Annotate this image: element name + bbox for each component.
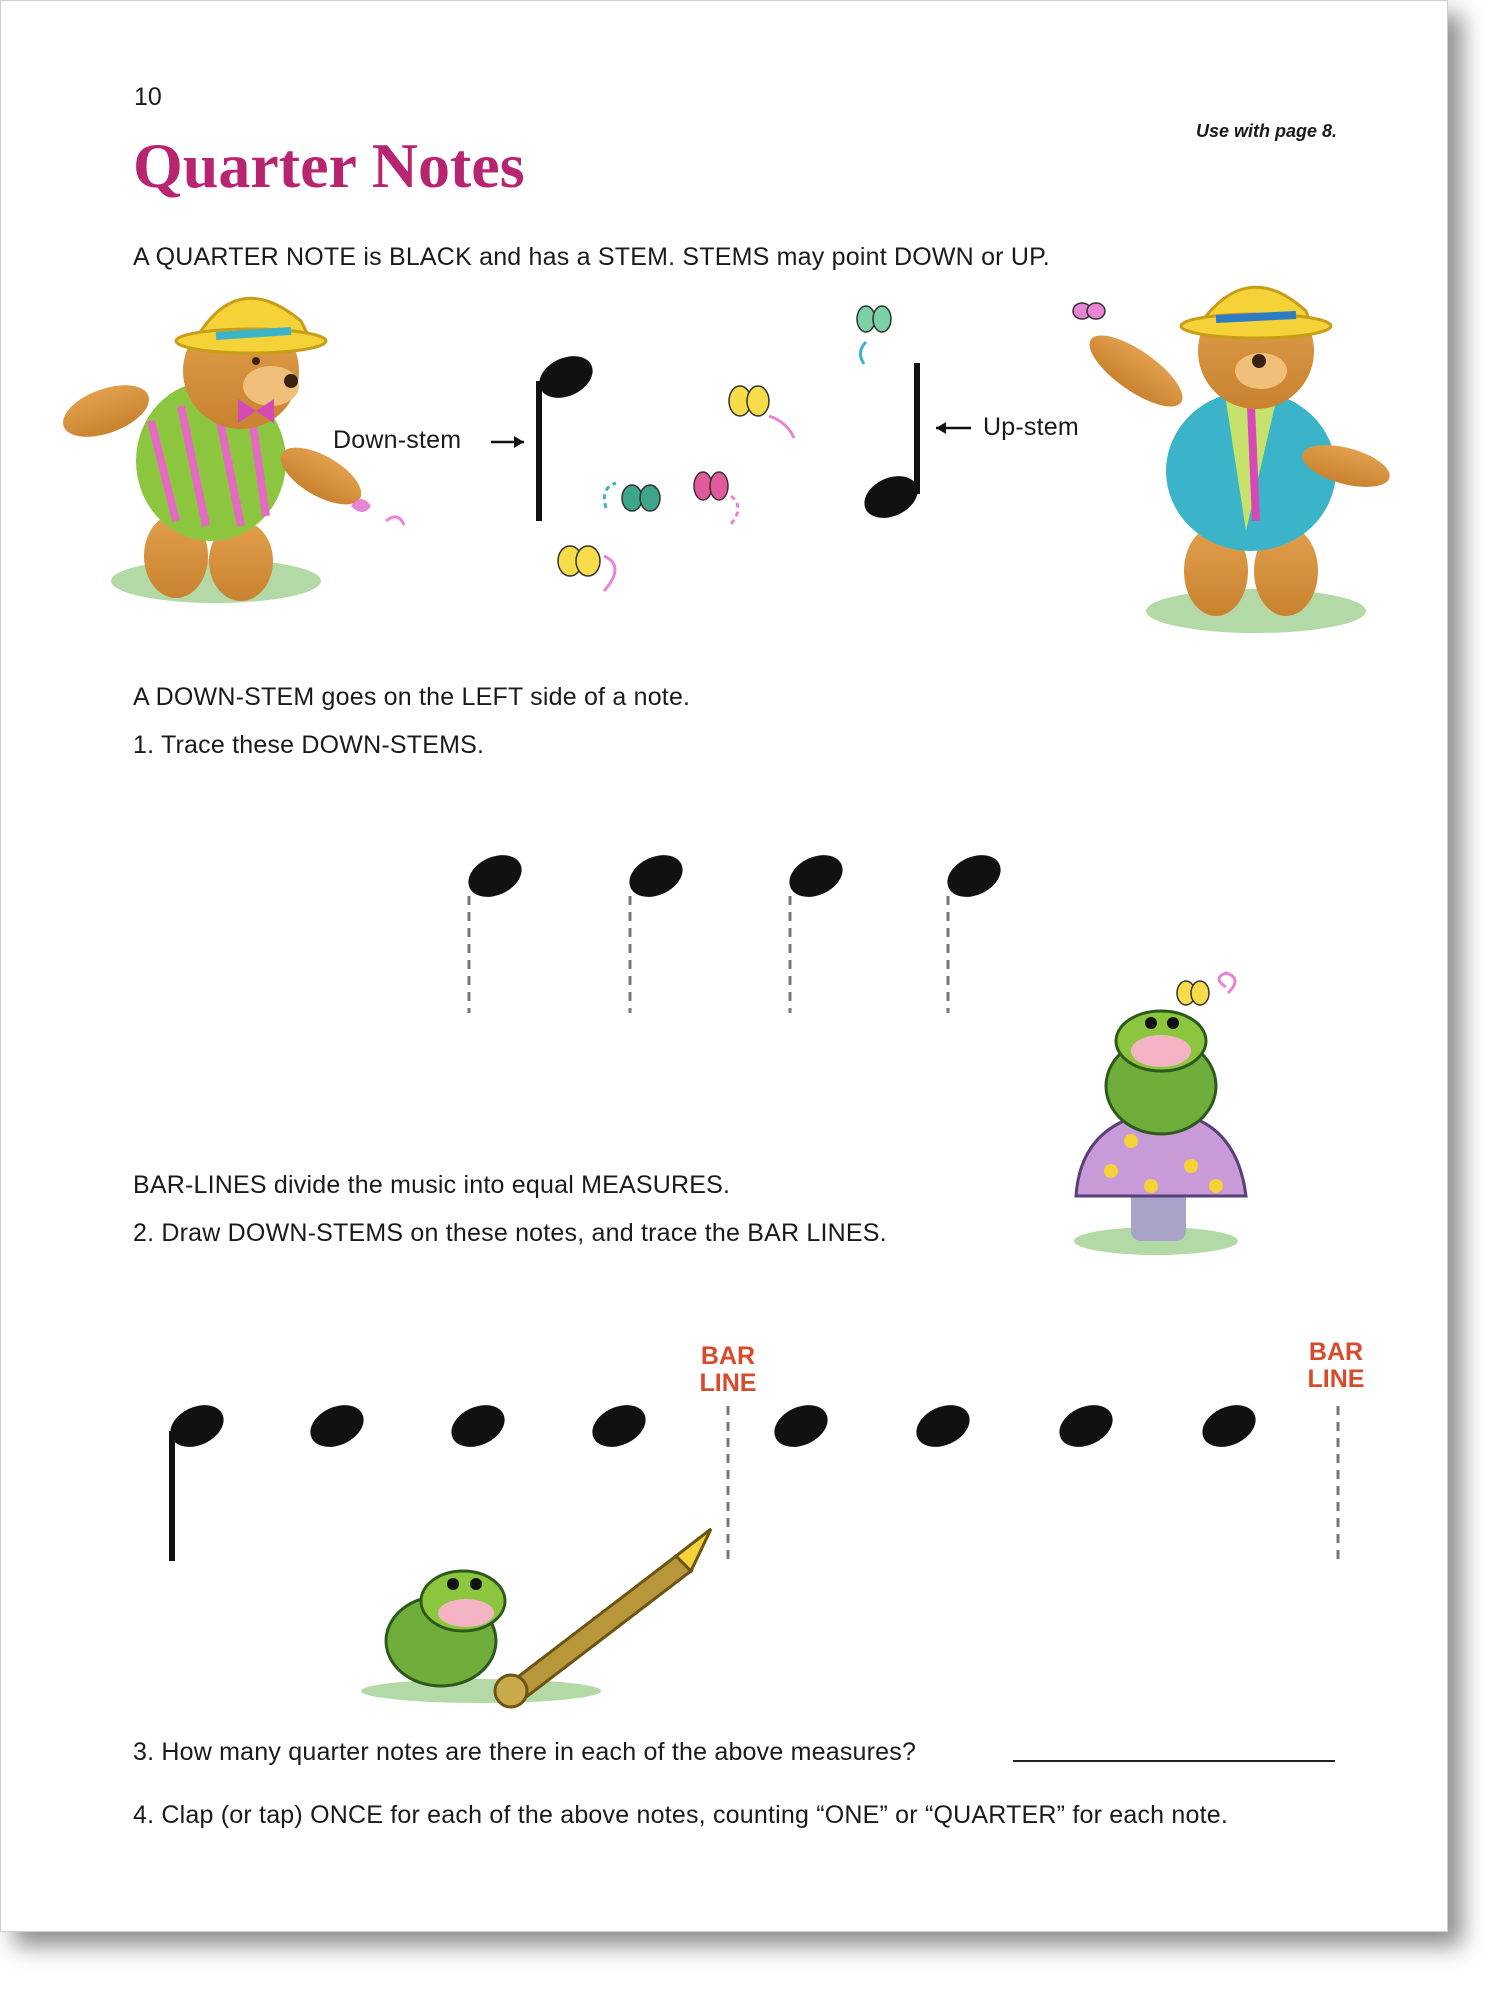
bar-line-exercise [164,1397,1338,1566]
page-title: Quarter Notes [133,130,525,201]
quarter-note-head [462,847,529,905]
page-number: 10 [134,83,162,111]
trace-down-stems-exercise [462,847,1008,1013]
bar-line-label: BAR LINE [699,1342,757,1397]
quarter-note-head[interactable] [586,1397,653,1455]
instruction-trace-down-stems: 1. Trace these DOWN-STEMS. [133,731,485,759]
left-bear-illustration [56,298,404,603]
butterflies-decoration [558,303,1105,591]
up-stem-quarter-note-example [858,363,971,526]
quarter-note-head[interactable] [1053,1397,1120,1455]
quarter-note-head [941,847,1008,905]
frog-with-crayon-illustration [361,1529,711,1707]
question-4: 4. Clap (or tap) ONCE for each of the above notes, counting “ONE” or “QUARTER” for each note. [133,1801,1229,1829]
instruction-draw-down-stems: 2. Draw DOWN-STEMS on these notes, and trace the BAR LINES. [133,1219,887,1247]
bar-line-rule: BAR-LINES divide the music into equal MEASURES. [133,1171,731,1199]
quarter-note-head[interactable] [304,1397,371,1455]
quarter-note-head[interactable] [910,1397,977,1455]
bar-line-label: BAR LINE [1307,1338,1365,1393]
up-stem-label: Up-stem [983,413,1079,441]
illustrations-layer [1,1,1447,1931]
down-stem-rule: A DOWN-STEM goes on the LEFT side of a note. [133,683,691,711]
quarter-note-head[interactable] [445,1397,512,1455]
quarter-note-head [783,847,850,905]
down-stem-label: Down-stem [333,426,462,454]
right-bear-illustration [1079,287,1394,633]
use-with-reference: Use with page 8. [1196,121,1338,141]
question-3: 3. How many quarter notes are there in each of the above measures? [133,1738,917,1766]
quarter-note-head [623,847,690,905]
quarter-note-definition: A QUARTER NOTE is BLACK and has a STEM. STEMS may point DOWN or UP. [133,243,1050,271]
frog-on-mushroom-illustration [1074,973,1246,1255]
quarter-note-head[interactable] [768,1397,835,1455]
quarter-note-head[interactable] [1196,1397,1263,1455]
down-stem-quarter-note-example [491,348,599,521]
